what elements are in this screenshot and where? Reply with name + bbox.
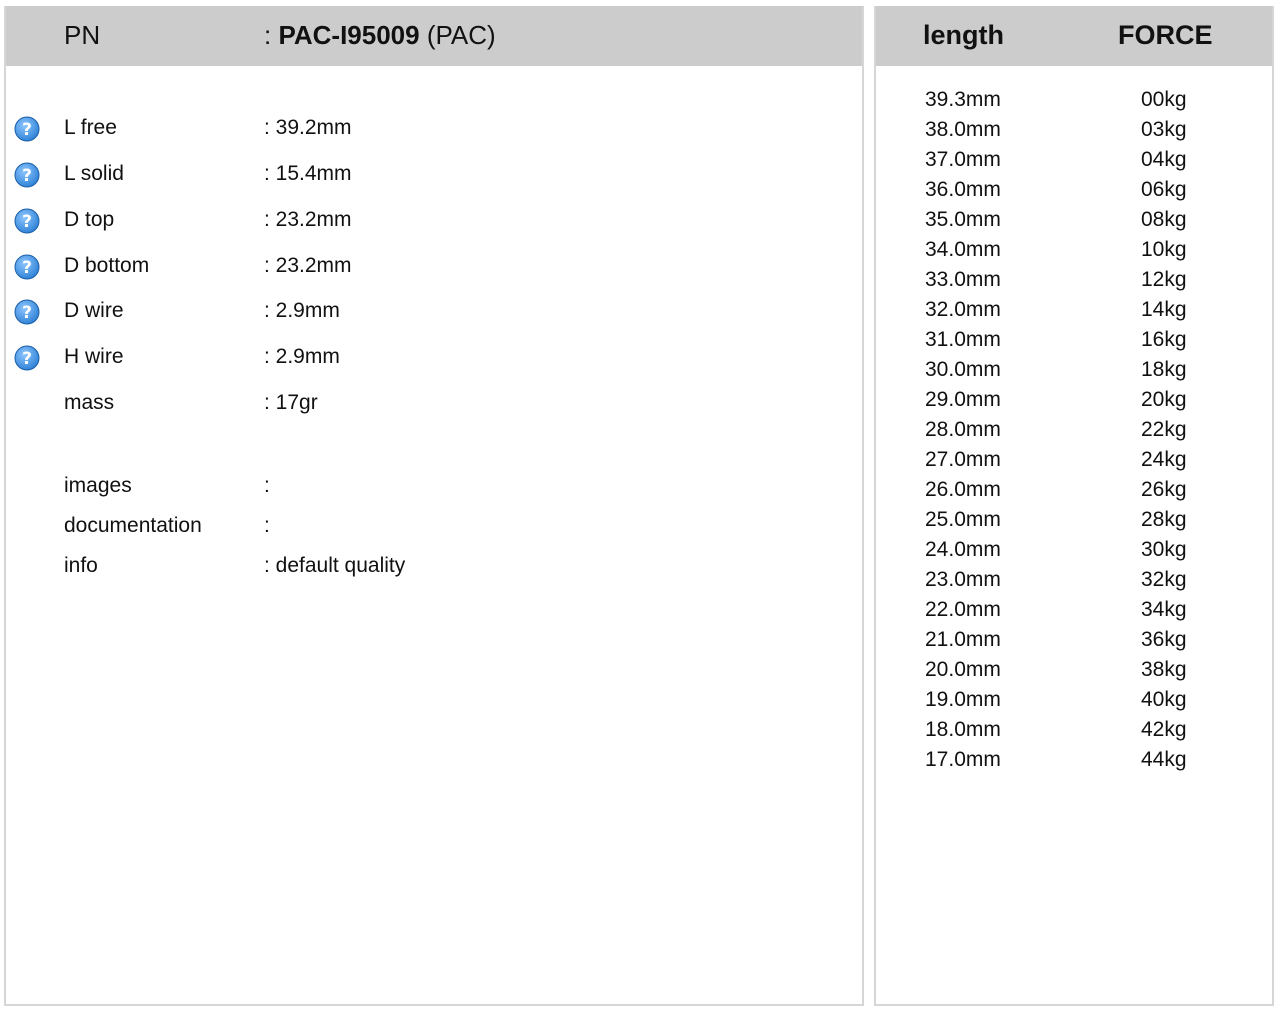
force-length-cell: 26.0mm bbox=[925, 478, 1001, 501]
extra-row-images bbox=[6, 474, 862, 504]
force-value-cell: 22kg bbox=[1141, 418, 1187, 441]
force-row bbox=[876, 148, 1272, 178]
force-row bbox=[876, 718, 1272, 748]
svg-text:?: ? bbox=[22, 303, 32, 323]
pn-value bbox=[264, 20, 496, 51]
spec-row-h-wire bbox=[6, 345, 862, 375]
force-value-cell: 10kg bbox=[1141, 238, 1187, 261]
force-value-cell: 40kg bbox=[1141, 688, 1187, 711]
help-icon[interactable] bbox=[14, 116, 40, 142]
force-length-cell: 38.0mm bbox=[925, 118, 1001, 141]
force-length-cell: 17.0mm bbox=[925, 748, 1001, 771]
force-column-header: FORCE bbox=[1118, 20, 1213, 50]
force-length-cell: 22.0mm bbox=[925, 598, 1001, 621]
force-length-cell: 20.0mm bbox=[925, 658, 1001, 681]
svg-text:?: ? bbox=[22, 349, 32, 369]
force-row bbox=[876, 568, 1272, 598]
force-row bbox=[876, 118, 1272, 148]
force-row bbox=[876, 178, 1272, 208]
extra-label: documentation bbox=[64, 514, 202, 537]
extra-value: : bbox=[264, 474, 270, 497]
extra-value: : bbox=[264, 514, 270, 537]
force-length-cell: 30.0mm bbox=[925, 358, 1001, 381]
spec-header bbox=[6, 6, 862, 66]
spec-label: mass bbox=[64, 391, 115, 414]
force-row bbox=[876, 88, 1272, 118]
force-value-cell: 34kg bbox=[1141, 598, 1187, 621]
force-table bbox=[876, 88, 1272, 778]
force-length-cell: 35.0mm bbox=[925, 208, 1001, 231]
spec-value: : 2.9mm bbox=[264, 299, 340, 322]
extra-label: info bbox=[64, 554, 98, 577]
force-value-cell: 12kg bbox=[1141, 268, 1187, 291]
force-value-cell: 24kg bbox=[1141, 448, 1187, 471]
help-icon[interactable] bbox=[14, 345, 40, 371]
force-length-cell: 37.0mm bbox=[925, 148, 1001, 171]
pn-suffix: (PAC) bbox=[419, 20, 496, 50]
force-length-cell: 39.3mm bbox=[925, 88, 1001, 111]
force-length-cell: 32.0mm bbox=[925, 298, 1001, 321]
extra-label: images bbox=[64, 474, 132, 497]
force-length-cell: 28.0mm bbox=[925, 418, 1001, 441]
force-value-cell: 28kg bbox=[1141, 508, 1187, 531]
spec-row-mass bbox=[6, 391, 862, 421]
spec-label: D bottom bbox=[64, 254, 150, 277]
spec-row-d-top bbox=[6, 208, 862, 238]
force-value-cell: 14kg bbox=[1141, 298, 1187, 321]
spec-value: : 2.9mm bbox=[264, 345, 340, 368]
spec-label: H wire bbox=[64, 345, 124, 368]
force-row bbox=[876, 448, 1272, 478]
force-length-cell: 27.0mm bbox=[925, 448, 1001, 471]
force-value-cell: 06kg bbox=[1141, 178, 1187, 201]
spec-row-l-free bbox=[6, 116, 862, 146]
help-icon[interactable] bbox=[14, 299, 40, 325]
force-value-cell: 16kg bbox=[1141, 328, 1187, 351]
force-value-cell: 26kg bbox=[1141, 478, 1187, 501]
force-length-cell: 18.0mm bbox=[925, 718, 1001, 741]
force-row bbox=[876, 238, 1272, 268]
length-column-header: length bbox=[923, 20, 1004, 50]
pn-label: PN bbox=[64, 20, 101, 50]
spec-value: : 23.2mm bbox=[264, 254, 352, 277]
force-row bbox=[876, 508, 1272, 538]
force-length-cell: 29.0mm bbox=[925, 388, 1001, 411]
pn-code: PAC-I95009 bbox=[278, 20, 420, 50]
spec-label: D wire bbox=[64, 299, 124, 322]
force-row bbox=[876, 688, 1272, 718]
spec-value: : 17gr bbox=[264, 391, 318, 414]
force-row bbox=[876, 388, 1272, 418]
force-length-cell: 24.0mm bbox=[925, 538, 1001, 561]
force-value-cell: 42kg bbox=[1141, 718, 1187, 741]
force-value-cell: 32kg bbox=[1141, 568, 1187, 591]
force-length-cell: 25.0mm bbox=[925, 508, 1001, 531]
force-row bbox=[876, 748, 1272, 778]
spec-label: D top bbox=[64, 208, 115, 231]
force-row bbox=[876, 538, 1272, 568]
spec-row-d-bottom bbox=[6, 254, 862, 284]
spec-panel bbox=[4, 6, 864, 1006]
force-row bbox=[876, 268, 1272, 298]
force-row bbox=[876, 328, 1272, 358]
force-row bbox=[876, 478, 1272, 508]
force-row bbox=[876, 598, 1272, 628]
force-length-cell: 23.0mm bbox=[925, 568, 1001, 591]
force-value-cell: 08kg bbox=[1141, 208, 1187, 231]
force-value-cell: 20kg bbox=[1141, 388, 1187, 411]
force-row bbox=[876, 298, 1272, 328]
extra-value: : default quality bbox=[264, 554, 406, 577]
force-row bbox=[876, 658, 1272, 688]
force-header bbox=[876, 6, 1272, 66]
spec-value: : 39.2mm bbox=[264, 116, 352, 139]
force-length-cell: 34.0mm bbox=[925, 238, 1001, 261]
force-row bbox=[876, 358, 1272, 388]
force-value-cell: 00kg bbox=[1141, 88, 1187, 111]
force-value-cell: 03kg bbox=[1141, 118, 1187, 141]
force-value-cell: 04kg bbox=[1141, 148, 1187, 171]
svg-text:?: ? bbox=[22, 120, 32, 140]
spec-row-d-wire bbox=[6, 299, 862, 329]
extra-row-info bbox=[6, 554, 862, 584]
spec-row-l-solid bbox=[6, 162, 862, 192]
force-value-cell: 30kg bbox=[1141, 538, 1187, 561]
spec-value: : 15.4mm bbox=[264, 162, 352, 185]
pn-prefix: : bbox=[264, 20, 279, 50]
svg-text:?: ? bbox=[22, 166, 32, 186]
spec-label: L free bbox=[64, 116, 117, 139]
force-value-cell: 44kg bbox=[1141, 748, 1187, 771]
svg-text:?: ? bbox=[22, 258, 32, 278]
force-row bbox=[876, 208, 1272, 238]
spec-value: : 23.2mm bbox=[264, 208, 352, 231]
force-length-cell: 33.0mm bbox=[925, 268, 1001, 291]
force-value-cell: 18kg bbox=[1141, 358, 1187, 381]
help-icon[interactable] bbox=[14, 208, 40, 234]
force-length-cell: 36.0mm bbox=[925, 178, 1001, 201]
spec-label: L solid bbox=[64, 162, 124, 185]
force-value-cell: 36kg bbox=[1141, 628, 1187, 651]
force-panel bbox=[874, 6, 1274, 1006]
help-icon[interactable] bbox=[14, 254, 40, 280]
extra-row-documentation bbox=[6, 514, 862, 544]
force-row bbox=[876, 418, 1272, 448]
help-icon[interactable] bbox=[14, 162, 40, 188]
force-row bbox=[876, 628, 1272, 658]
force-length-cell: 19.0mm bbox=[925, 688, 1001, 711]
svg-text:?: ? bbox=[22, 212, 32, 232]
force-length-cell: 31.0mm bbox=[925, 328, 1001, 351]
force-value-cell: 38kg bbox=[1141, 658, 1187, 681]
force-length-cell: 21.0mm bbox=[925, 628, 1001, 651]
